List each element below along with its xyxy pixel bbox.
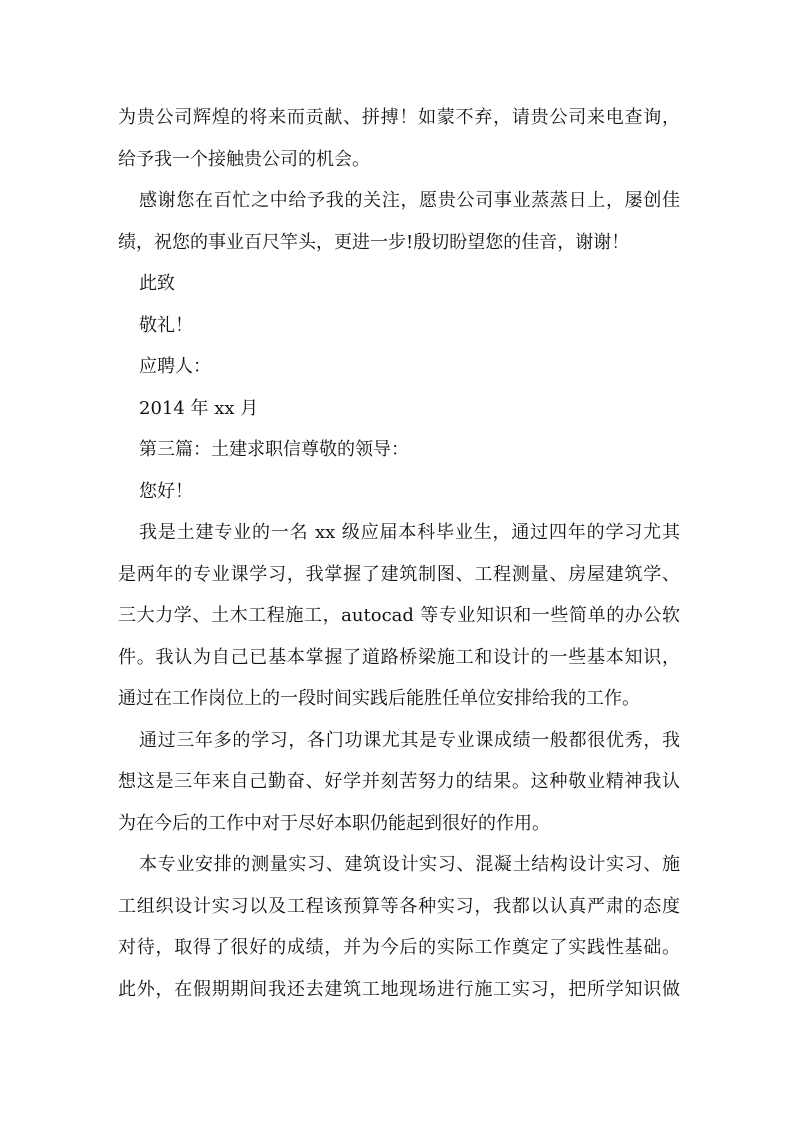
- text-line: 此外，在假期期间我还去建筑工地现场进行施工实习，把所学知识做: [118, 978, 680, 1000]
- text-line: 三大力学、土木工程施工，autocad 等专业知识和一些简单的办公软: [118, 605, 680, 626]
- text-line: 件。我认为自己已基本掌握了道路桥梁施工和设计的一些基本知识，: [118, 646, 680, 668]
- text-line: 为贵公司辉煌的将来而贡献、拼搏！如蒙不弃，请贵公司来电查询，: [118, 107, 680, 128]
- text-line: 2014 年 xx 月: [139, 397, 259, 419]
- text-line: 想这是三年来自己勤奋、好学并刻苦努力的结果。这种敬业精神我认: [118, 771, 680, 792]
- text-line: 给予我一个接触贵公司的机会。: [118, 148, 370, 170]
- text-line: 第三篇：土建求职信尊敬的领导：: [139, 439, 409, 460]
- text-line: 本专业安排的测量实习、建筑设计实习、混凝土结构设计实习、施: [139, 854, 680, 875]
- text-line: 应聘人：: [139, 356, 211, 377]
- text-line: 您好！: [139, 480, 193, 502]
- text-line: 我是土建专业的一名 xx 级应届本科毕业生，通过四年的学习尤其: [139, 522, 680, 543]
- text-line: 绩，祝您的事业百尺竿头，更进一步!殷切盼望您的佳音，谢谢！: [118, 231, 630, 253]
- text-line: 通过在工作岗位上的一段时间实践后能胜任单位安排给我的工作。: [118, 688, 640, 709]
- text-line: 此致: [139, 273, 175, 294]
- text-line: 通过三年多的学习，各门功课尤其是专业课成绩一般都很优秀，我: [139, 729, 680, 751]
- text-line: 感谢您在百忙之中给予我的关注，愿贵公司事业蒸蒸日上，屡创佳: [139, 190, 680, 211]
- text-line: 是两年的专业课学习，我掌握了建筑制图、工程测量、房屋建筑学、: [118, 563, 680, 585]
- text-line: 对待，取得了很好的成绩，并为今后的实际工作奠定了实践性基础。: [118, 937, 680, 958]
- text-line: 工组织设计实习以及工程该预算等各种实习，我都以认真严肃的态度: [118, 895, 680, 917]
- text-line: 敬礼！: [139, 314, 193, 336]
- text-line: 为在今后的工作中对于尽好本职仍能起到很好的作用。: [118, 812, 550, 834]
- document-body: [118, 97, 680, 1010]
